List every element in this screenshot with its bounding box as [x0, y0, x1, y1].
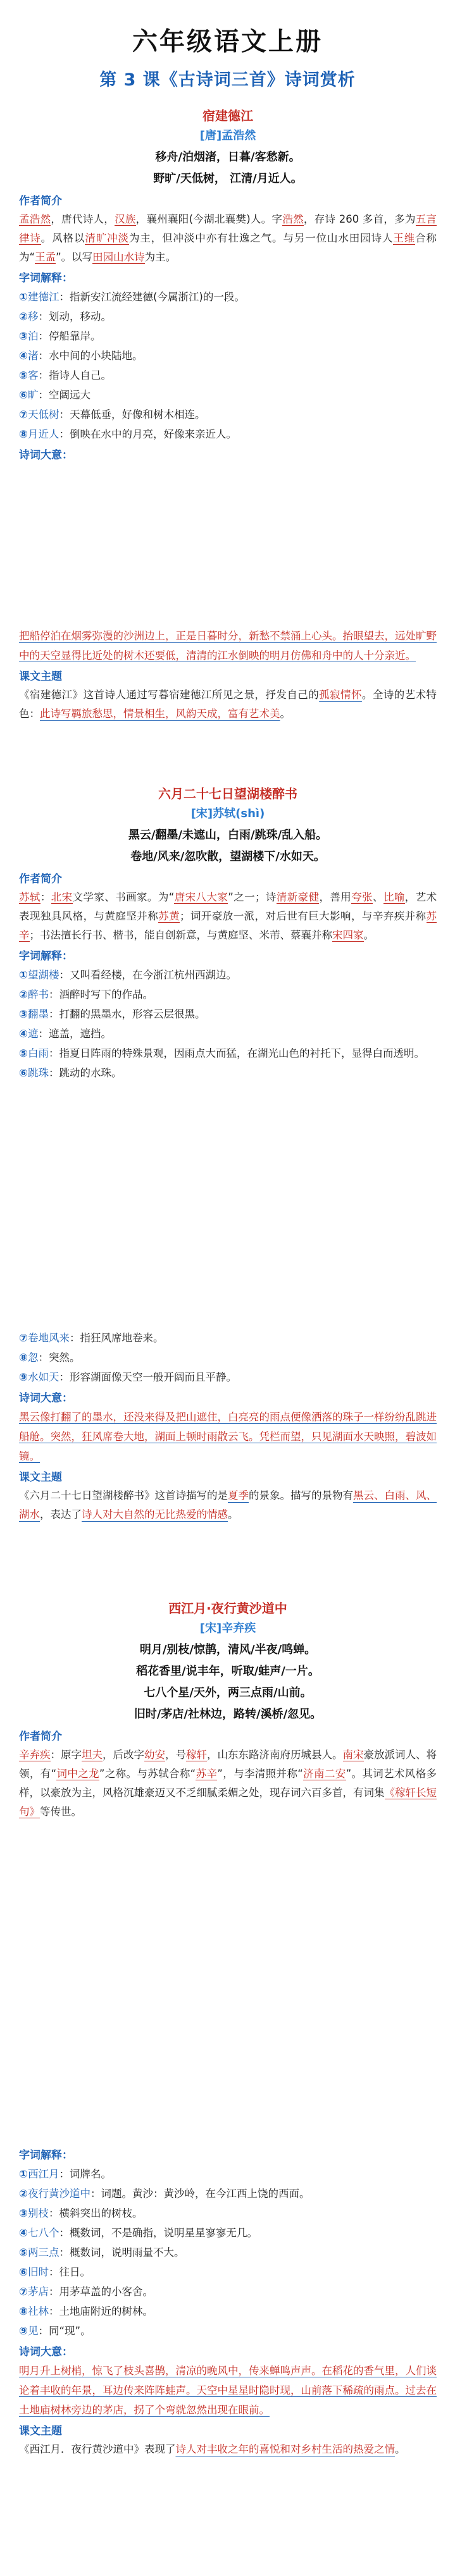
annotation-item: ②夜行黄沙道中：词题。黄沙：黄沙岭，在今江西上饶的西面。 — [19, 2188, 310, 2200]
poem2-section — [19, 784, 437, 1083]
poem3-author-intro: 辛弃疾：原字坦夫，后改字幼安，号稼轩，山东东路济南府历城县人。南宋豪放派词人、将领，有“词中之龙”之称。与苏轼合称“苏辛”，与李清照并称“济南二安”。其词艺术风格多样，以豪放为主，风格沉雄豪迈又不乏细腻柔媚之处，现存词六百多首，有词集《稼轩长短句》等传世。 — [19, 1749, 437, 1818]
annotation-item: ⑧月近人：倒映在水中的月亮，好像来亲近人。 — [19, 428, 237, 440]
poem2-meaning: 黑云像打翻了的墨水，还没来得及把山遮住，白亮亮的雨点便像洒落的珠子一样纷纷乱跳进船舱。突然，狂风席卷大地，湖面上顿时雨散云飞。凭栏而望，只见湖面水天映照，碧波如镜。 — [19, 1411, 437, 1462]
poem2-center-label: 课文主题 — [19, 1471, 62, 1484]
poem2-center: 《六月二十七日望湖楼醉书》这首诗描写的是夏季的景象。描写的景物有黑云、白雨、风、湖水，表达了诗人对大自然的无比热爱的情感。 — [19, 1489, 437, 1520]
annotation-item: ⑤白雨：指夏日阵雨的特殊景观，因雨点大而猛，在湖光山色的衬托下，显得白而透明。 — [19, 1047, 425, 1059]
annotation-item: ⑤客：指诗人自己。 — [19, 369, 111, 381]
poem3-line-3: 七八个星/天外，两三点雨/山前。 — [144, 1686, 312, 1699]
poem1-section — [19, 106, 437, 464]
poem3-annot-label: 字词解释： — [19, 2149, 73, 2162]
lesson-subtitle: 第 3 课《古诗词三首》诗词赏析 — [99, 70, 356, 90]
annotation-item: ⑥旧时：往日。 — [19, 2266, 90, 2278]
poem2-meaning-label: 诗词大意： — [19, 1392, 73, 1405]
annotation-item: ⑨见：同“现”。 — [19, 2325, 91, 2337]
poem2-annotations-cont — [19, 1328, 437, 1524]
poem1-author: [唐]孟浩然 — [199, 129, 256, 142]
poem3-center: 《西江月．夜行黄沙道中》表现了诗人对丰收之年的喜悦和对乡村生活的热爱之情。 — [19, 2443, 406, 2455]
poem1-author-label: 作者简介 — [19, 195, 62, 207]
annotation-item: ⑥旷：空阔远大 — [19, 389, 90, 401]
poem1-meaning-label: 诗词大意： — [19, 449, 73, 462]
poem3-meaning-label: 诗词大意： — [19, 2346, 73, 2358]
poem3-title: 西江月·夜行黄沙道中 — [168, 1601, 287, 1616]
poem1-center: 《宿建德江》这首诗人通过写暮宿建德江所见之景，抒发自己的孤寂情怀。全诗的艺术特色：此诗写羁旅愁思，情景相生，风韵天成，富有艺术美。 — [19, 689, 437, 720]
annotation-item: ④渚：水中间的小块陆地。 — [19, 350, 143, 362]
poem3-annot-block — [19, 2144, 437, 2459]
annotation-item: ⑧忽：突然。 — [19, 1352, 80, 1364]
annotation-item: ③别枝：横斜突出的树枝。 — [19, 2207, 143, 2219]
annotation-item: ⑦茅店：用茅草盖的小客舍。 — [19, 2286, 153, 2298]
annotation-item: ④七八个：概数词，不是确指，说明星星寥寥无几。 — [19, 2227, 258, 2239]
annotation-item: ⑦卷地风来：指狂风席地卷来。 — [19, 1332, 164, 1344]
annotation-item: ⑧社林：土地庙附近的树林。 — [19, 2305, 153, 2317]
annotation-item: ②移：划动，移动。 — [19, 311, 111, 323]
annotation-item: ③翻墨：打翻的黑墨水，形容云层很黑。 — [19, 1008, 206, 1020]
poem1-author-intro: 孟浩然，唐代诗人，汉族，襄州襄阳(今湖北襄樊)人。字浩然，存诗 260 多首，多为五言律诗。风格以清旷冲淡为主，但冲淡中亦有壮逸之气。与另一位山水田园诗人王维合称为“王孟”。以写田园山水诗为主。 — [19, 213, 437, 263]
poem3-meaning: 明月升上树梢，惊飞了枝头喜鹊，清凉的晚风中，传来蝉鸣声声。在稻花的香气里，人们谈论着丰收的年景，耳边传来阵阵蛙声。天空中星星时隐时现，山前落下稀疏的雨点。过去在土地庙树林旁边的茅店，拐了个弯就忽然出现在眼前。 — [19, 2365, 437, 2416]
poem1-line-2: 野旷/天低树， 江清/月近人。 — [153, 172, 302, 185]
annotation-item: ①望湖楼：又叫看经楼，在今浙江杭州西湖边。 — [19, 969, 237, 981]
poem3-author: [宋]辛弃疾 — [199, 1622, 256, 1635]
annotation-item: ①建德江：指新安江流经建德(今属浙江)的一段。 — [19, 291, 245, 303]
annotation-item: ⑤两三点：概数词，说明雨量不大。 — [19, 2246, 185, 2259]
poem1-meaning: 把船停泊在烟雾弥漫的沙洲边上，正是日暮时分，新愁不禁涌上心头。抬眼望去，远处旷野中的天空显得比近处的树木还要低，清清的江水倒映的明月仿佛和舟中的人十分亲近。 — [19, 630, 437, 662]
poem2-author-intro: 苏轼：北宋文学家、书画家。为“唐宋八大家”之一；诗清新豪健，善用夸张、比喻，艺术表现独具风格，与黄庭坚并称苏黄；词开豪放一派，对后世有巨大影响，与辛弃疾并称苏辛；书法擅长行书、楷书，能自创新意，与黄庭坚、米芾、蔡襄并称宋四家。 — [19, 891, 437, 941]
annotation-item: ⑨水如天：形容湖面像天空一般开阔而且平静。 — [19, 1371, 237, 1383]
annotation-item: ①西江月：词牌名。 — [19, 2168, 111, 2180]
poem2-author: [宋]苏轼(shì) — [190, 807, 265, 820]
poem1-annot-label: 字词解释： — [19, 272, 73, 285]
poem2-line-2: 卷地/风来/忽吹散，望湖楼下/水如天。 — [130, 850, 325, 863]
annotation-item: ③泊：停船靠岸。 — [19, 330, 101, 342]
poem2-line-1: 黑云/翻墨/未遮山，白雨/跳珠/乱入船。 — [128, 829, 328, 842]
poem3-line-2: 稻花香里/说丰年，听取/蛙声/一片。 — [136, 1665, 320, 1678]
annotation-item: ②醉书：酒醉时写下的作品。 — [19, 989, 153, 1001]
poem3-section — [19, 1599, 437, 1821]
page-title: 六年级语文上册 — [132, 27, 323, 56]
poem1-line-1: 移舟/泊烟渚，日暮/客愁新。 — [155, 151, 301, 164]
poem2-annot-label: 字词解释： — [19, 950, 73, 963]
poem2-author-label: 作者简介 — [19, 873, 62, 885]
poem3-author-label: 作者简介 — [19, 1730, 62, 1743]
poem2-title: 六月二十七日望湖楼醉书 — [158, 786, 297, 801]
poem3-center-label: 课文主题 — [19, 2425, 62, 2437]
poem1-title: 宿建德江 — [203, 108, 253, 123]
annotation-item: ⑥跳珠：跳动的水珠。 — [19, 1067, 122, 1079]
poem3-line-4: 旧时/茅店/社林边，路转/溪桥/忽见。 — [134, 1708, 322, 1721]
poem1-center-label: 课文主题 — [19, 670, 62, 683]
poem3-line-1: 明月/别枝/惊鹊，清风/半夜/鸣蝉。 — [139, 1643, 316, 1656]
poem1-meaning-block — [19, 626, 437, 724]
annotation-item: ④遮：遮盖，遮挡。 — [19, 1028, 111, 1040]
annotation-item: ⑦天低树：天幕低垂，好像和树木相连。 — [19, 409, 206, 421]
